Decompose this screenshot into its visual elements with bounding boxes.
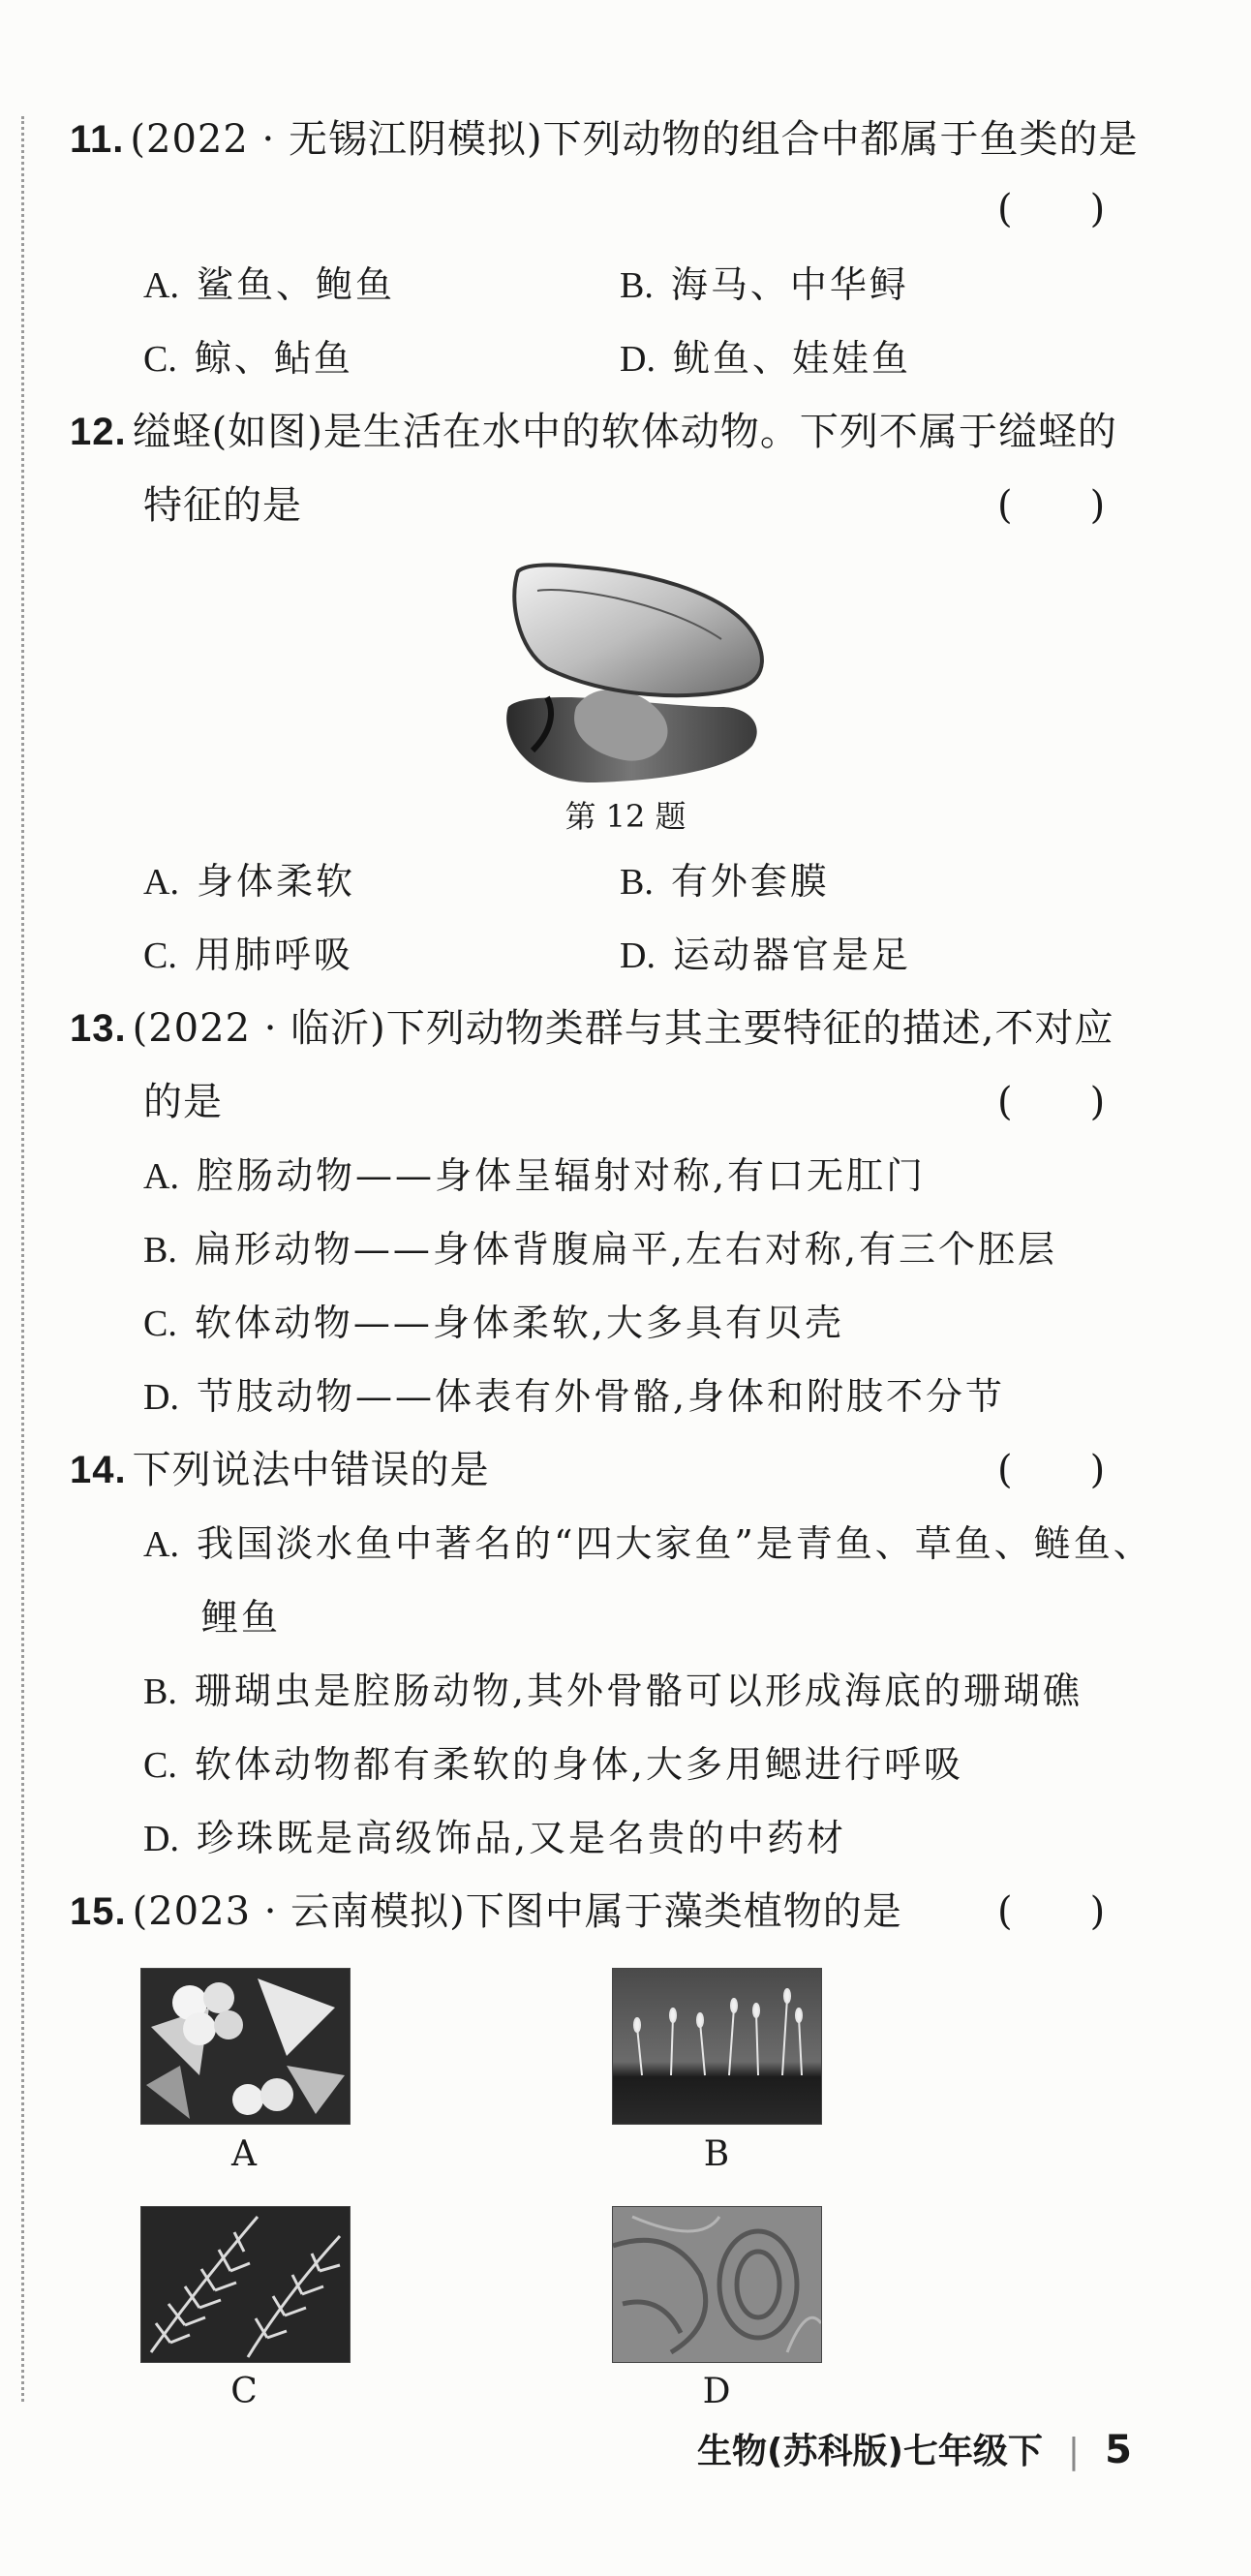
question-13-option-c: C. 软体动物——身体柔软,大多具有贝壳 [143, 1302, 844, 1344]
question-11-option-a: A. 鲨鱼、鲍鱼 [143, 263, 395, 306]
footer-separator: | [1067, 2432, 1081, 2471]
question-13-number: 13. [70, 1007, 127, 1050]
picture-b-plant-photo [612, 1968, 822, 2125]
question-11-answer-bracket: ( ) [997, 187, 1106, 231]
razor-clam-photo [489, 562, 770, 794]
question-12-option-b: B. 有外套膜 [620, 860, 830, 903]
question-12-option-a: A. 身体柔软 [143, 860, 355, 903]
question-15-number: 15. [70, 1890, 127, 1933]
question-11-text: (2022 · 无锡江阴模拟)下列动物的组合中都属于鱼类的是 [130, 117, 1139, 162]
question-13-option-a: A. 腔肠动物——身体呈辐射对称,有口无肛门 [143, 1154, 927, 1197]
question-13-option-d: D. 节肢动物——体表有外骨骼,身体和附肢不分节 [143, 1375, 1006, 1418]
page-footer [697, 2426, 1132, 2476]
question-11-option-c: C. 鲸、鲇鱼 [143, 337, 353, 380]
question-14-option-a: A. 我国淡水鱼中著名的“四大家鱼”是青鱼、草鱼、鲢鱼、 [143, 1522, 1153, 1565]
question-12-stem: 12. 缢蛏(如图)是生活在水中的软体动物。下列不属于缢蛏的 [70, 410, 1117, 454]
question-11-stem [70, 114, 1139, 165]
question-11-option-b: B. 海马、中华鲟 [620, 263, 909, 306]
question-14-option-d: D. 珍珠既是高级饰品,又是名贵的中药材 [143, 1817, 847, 1859]
picture-d-plant-photo [612, 2206, 822, 2363]
question-13-answer-bracket: ( ) [997, 1080, 1106, 1124]
binding-margin-line [21, 116, 24, 2402]
picture-a-label: A [231, 2134, 257, 2174]
question-14-option-b: B. 珊瑚虫是腔肠动物,其外骨骼可以形成海底的珊瑚礁 [143, 1670, 1083, 1712]
question-12-answer-bracket: ( ) [997, 483, 1106, 528]
picture-d-label: D [702, 2372, 731, 2411]
question-15-answer-bracket: ( ) [997, 1889, 1106, 1934]
question-13-option-b: B. 扁形动物——身体背腹扁平,左右对称,有三个胚层 [143, 1228, 1058, 1271]
question-12-option-d: D. 运动器官是足 [620, 934, 911, 976]
footer-book-title: 生物(苏科版)七年级下 [697, 2432, 1043, 2471]
question-13-stem-line2: 的是 [143, 1080, 223, 1124]
question-13-stem: 13. (2022 · 临沂)下列动物类群与其主要特征的描述,不对应 [70, 1006, 1114, 1051]
question-12-stem-line2: 特征的是 [143, 483, 302, 528]
question-14-option-a-continued: 鲤鱼 [201, 1596, 282, 1639]
question-11-option-d: D. 鱿鱼、娃娃鱼 [620, 337, 911, 380]
question-15-stem: 15. (2023 · 云南模拟)下图中属于藻类植物的是 [70, 1889, 902, 1934]
question-14-answer-bracket: ( ) [997, 1448, 1106, 1492]
picture-a-plant-photo [140, 1968, 351, 2125]
picture-c-label: C [230, 2372, 258, 2411]
picture-b-label: B [703, 2134, 730, 2174]
question-14-number: 14. [70, 1449, 127, 1491]
question-12-option-c: C. 用肺呼吸 [143, 934, 353, 976]
picture-c-plant-photo [140, 2206, 351, 2363]
question-14-option-c: C. 软体动物都有柔软的身体,大多用鳃进行呼吸 [143, 1743, 963, 1786]
question-12-number: 12. [70, 411, 127, 453]
figure-12-caption: 第 12 题 [564, 798, 687, 835]
question-14-stem: 14. 下列说法中错误的是 [70, 1448, 490, 1492]
page-number: 5 [1105, 2428, 1132, 2472]
question-11-number: 11. [70, 118, 125, 161]
